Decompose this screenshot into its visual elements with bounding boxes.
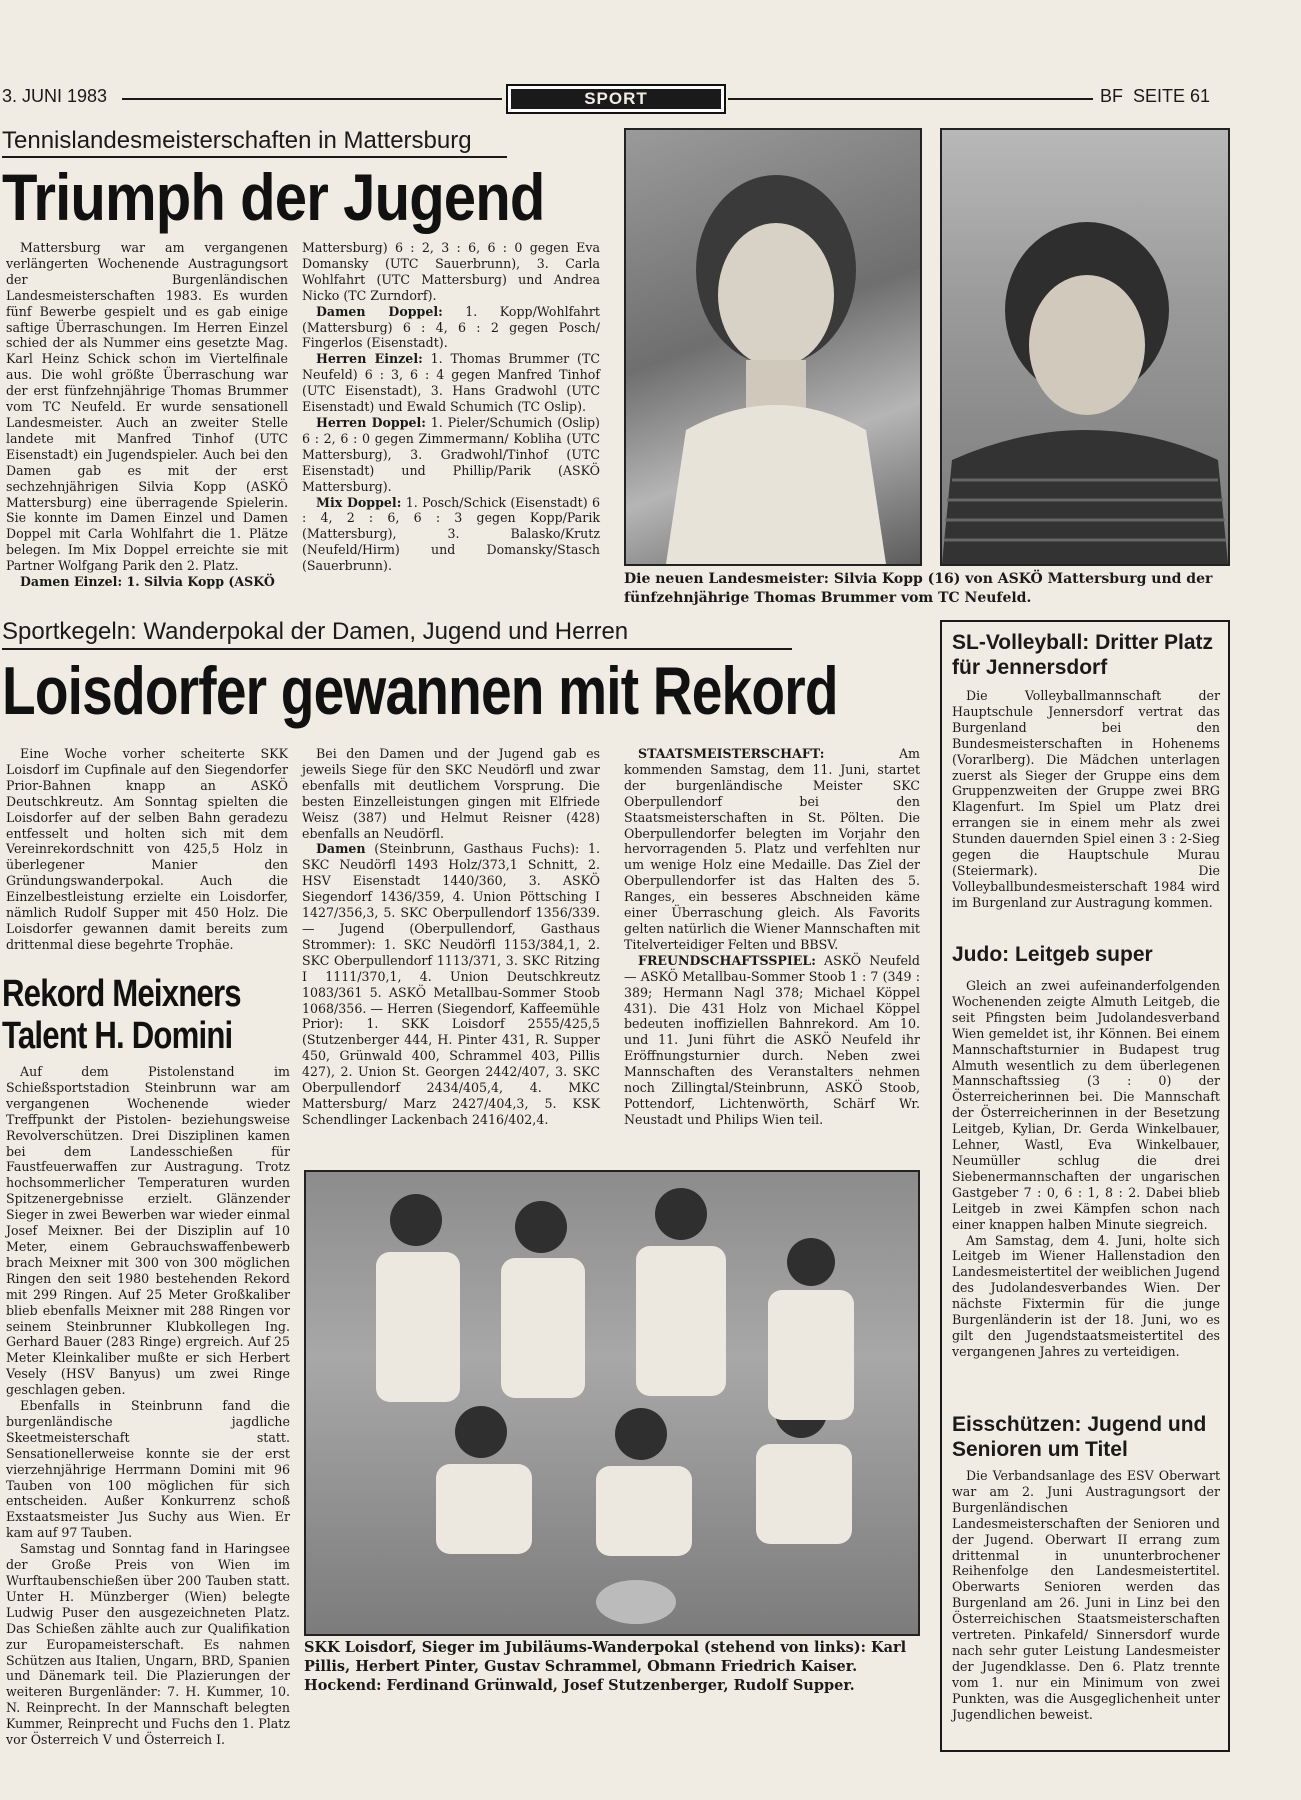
result-text: 1. Pieler/Schumich (Oslip) 6 : 2, 6 : 0 gegen Zimmermann/ Kobliha (UTC Mattersburg), 3. Gradwohl/Tinhof (UTC Eisenstadt) und Phillip/Parik (ASKÖ Mattersburg). bbox=[302, 414, 600, 494]
tennis-column-2 bbox=[302, 240, 600, 574]
sidebar-box bbox=[940, 620, 1230, 1752]
portrait-illustration bbox=[626, 130, 920, 564]
judo-text bbox=[952, 978, 1220, 1360]
schiessen-paragraph: Samstag und Sonntag fand in Haringsee der Große Preis von Wien im Wurftaubenschießen über 200 Tauben statt. Unter H. Münzberger (Wien) belegte Ludwig Puser den ausgezeichneten Platz. Das Schießen zählte auch zur Qualifikation zur Europameisterschaft. Es nahmen Schützen aus Italien, Ungarn, BRD, Spanien und Dänemark teil. Die Plazierungen der weiteren Burgenländer: 7. H. Kummer, 10. N. Reinprecht. In der Mannschaft belegten Kummer, Reinprecht und Fuchs den 1. Platz vor Österreich V und Österreich I. bbox=[6, 1541, 290, 1748]
volleyball-paragraph: Die Volleyballmannschaft der Hauptschule Jennersdorf vertrat das Burgenland bei den Bundesmeisterschaften in Hohenems (Vorarlberg). Die Mädchen unterlagen zuerst als Sieger der Gruppe eins dem Gruppenzweiten der Gruppe zwei BRG Klagenfurt. Im Spiel um Platz drei errangen sie in einem mehr als zwei Stunden dauernden Spiel einen 3 : 2-Sieg gegen die Hauptschule Murau (Steiermark). Die Volleyballbundesmeisterschaft 1984 wird im Burgenland zur Austragung kommen. bbox=[952, 688, 1220, 910]
result-text: (Steinbrunn, Gasthaus Fuchs): 1. SKC Neudörfl 1493 Holz/373,1 Schnitt, 2. HSV Eisenstadt 1440/360, 3. ASKÖ Siegendorf 1436/359, 4. Union Pöttsching I 1427/356,3, 5. SKC Oberpullendorf 1356/339. — Jugend (Oberpullendorf, Gasthaus Strommer): 1. SKC Neudörfl 1153/384,1, 2. SKC Oberpullendorf 1113/371, 3. SKC Ritzing I 1111/370,1, 4. Union Deutschkreutz 1083/361 5. ASKÖ Metallbau-Sommer Stoob 1068/356. — Herren (Siegendorf, Kaffeemühle Prior): 1. SKK Loisdorf 2555/425,5 (Stutzenberger 444, H. Pinter 431, R. Supper 450, Grünwald 400, Schrammel 403, Pillis 427), 2. Union St. Georgen 2442/407, 3. SKC Oberpullendorf 2434/405,4, 4. MKC Mattersburg/ Marz 2427/404,3, 5. KSK Schendlinger Lackenbach 2416/402,4. bbox=[302, 841, 600, 1127]
kegeln-column-3 bbox=[624, 746, 920, 1128]
photo-thomas-brummer bbox=[940, 128, 1230, 566]
tennis-kicker: Tennislandesmeisterschaften in Mattersburg bbox=[2, 127, 472, 154]
tennis-column-1 bbox=[6, 240, 288, 590]
judo-paragraph: Am Samstag, dem 4. Juni, holte sich Leitgeb im Wiener Hallenstadion den Landesmeistertitel der weiblichen Jugend des Judolandesverbandes Wien. Der nächste Fixtermin für die junge Burgenländerin ist der 18. Juni, wo es gilt den Jugendstaatsmeistertitel des vergangenen Jahres zu verteidigen. bbox=[952, 1232, 1220, 1359]
kegeln-headline: Loisdorfer gewannen mit Rekord bbox=[2, 653, 838, 729]
tennis-paragraph: Mattersburg war am vergangenen verlängerten Wochenende Austragungsort der Burgenländischen Landesmeisterschaften 1983. Es wurden fünf Bewerbe gespielt und es gab einige saftige Überraschungen. Im Herren Einzel schied der als Nummer eins gesetzte Mag. Karl Heinz Schick schon im Viertelfinale aus. Die wohl größte Überraschung war der erst fünfzehnjährige Thomas Brummer vom TC Neufeld. Er wurde sensationell Landesmeister. Auch an zweiter Stelle landete mit Manfred Tinhof (UTC Eisenstadt) ein Jugendspieler. Auch bei den Damen gab es mit der erst sechzehnjährigen Silvia Kopp (ASKÖ Mattersburg) eine überragende Spielerin. Sie konnte im Damen Einzel und Damen Doppel mit Carla Wohlfahrt die 1. Plätze belegen. Im Mix Doppel erreichte sie mit Partner Wolfgang Parik den 2. Platz. bbox=[6, 240, 288, 574]
schiessen-headline-1: Rekord Meixners bbox=[2, 973, 241, 1015]
tennis-headline: Triumph der Jugend bbox=[2, 160, 545, 234]
section-text: Am kommenden Samstag, dem 11. Juni, startet der burgenländische Meister SKC Oberpullendorf bei den Staatsmeisterschaften in St. Pölten. Die Oberpullendorfer belegten im Vorjahr den hervorragenden 5. Platz und verfehlten nur um wenige Holz eine Medaille. Das Ziel der Oberpullendorfer ist das Halten des 5. Ranges, ein besseres Abschneiden käme einer Überraschung gleich. Als Favorits gelten natürlich die Wiener Mannschaften mit Titelverteidiger Felten und BBSV. bbox=[624, 746, 920, 952]
result-label: Damen bbox=[316, 841, 366, 857]
result-text: 1. Kopp/Wohlfahrt (Mattersburg) 6 : 4, 6 : 2 gegen Posch/ Fingerlos (Eisenstadt). bbox=[302, 303, 600, 351]
result-label: Herren Einzel: bbox=[316, 351, 423, 367]
issue-date: 3. JUNI 1983 bbox=[2, 86, 108, 106]
volleyball-text bbox=[952, 688, 1220, 911]
kegeln-column-1 bbox=[6, 746, 288, 953]
section-label bbox=[506, 84, 726, 114]
result-text: 1. Thomas Brummer (TC Neufeld) 6 : 3, 6 : 4 gegen Manfred Tinhof (UTC Eisenstadt), 3. Hans Gradwohl (UTC Eisenstadt) und Ewald Schumich (TC Oslip). bbox=[302, 351, 600, 415]
schiessen-headline-2: Talent H. Domini bbox=[2, 1015, 233, 1057]
tennis-col2-intro: Mattersburg) 6 : 2, 3 : 6, 6 : 0 gegen Eva Domansky (UTC Sauerbrunn), 3. Carla Wohlfahrt (UTC Mattersburg) und Andrea Nicko (TC Zurndorf). bbox=[302, 240, 600, 303]
page-number: BF SEITE 61 bbox=[1100, 86, 1211, 106]
judo-heading: Judo: Leitgeb super bbox=[952, 943, 1153, 966]
tennis-damen-einzel: Damen Einzel: 1. Silvia Kopp (ASKÖ bbox=[20, 574, 275, 590]
schiessen-column bbox=[6, 1064, 290, 1748]
kegeln-paragraph: Eine Woche vorher scheiterte SKK Loisdorf im Cupfinale auf den Siegendorfer Prior-Bahnen knapp an ASKÖ Deutschkreutz. Am Sonntag spielten die Loisdorfer auf der selben Bahn geradezu entfesselt und holten sich mit dem Vereinrekordschnitt von 425,5 Holz in überlegener Manier den Gründungswanderpokal. Auch die Einzelbestleistung erzielte ein Loisdorfer, nämlich Rudolf Supper mit 450 Holz. Die Loisdorfer gewannen damit bereits zum drittenmal diese begehrte Trophäe. bbox=[6, 746, 288, 952]
team-photo-caption: SKK Loisdorf, Sieger im Jubiläums-Wanderpokal (stehend von links): Karl Pillis, Herbert Pinter, Gustav Schrammel, Obmann Friedrich Kaiser. Hockend: Ferdinand Grünwald, Josef Stutzenberger, Rudolf Supper. bbox=[304, 1639, 907, 1694]
kegeln-column-2 bbox=[302, 746, 600, 1128]
eisschuetzen-text bbox=[952, 1468, 1220, 1723]
photo-silvia-kopp bbox=[624, 128, 922, 566]
section-label: STAATSMEISTERSCHAFT: bbox=[638, 746, 825, 761]
portrait-illustration bbox=[942, 130, 1228, 564]
volleyball-heading: SL-Volleyball: Dritter Platz für Jennersdorf bbox=[952, 631, 1213, 679]
judo-paragraph: Gleich an zwei aufeinanderfolgenden Wochenenden zeigte Almuth Leitgeb, die seit Pfingsten beim Judolandesverband Wien gemeldet ist, ihr Können. Bei einem Mannschaftsturnier in Budapest trug Almuth wesentlich zu dem überlegenen Mannschaftssieg (3 : 0) der Österreicherinnen bei. Die Mannschaft der Österreicherinnen in der Besetzung Leitgeb, Kylian, Dr. Gerda Winkelbauer, Lehner, Wastl, Eva Winkelbauer, Neumüller schlug die drei Siebenermannschaften der ungarischen Gastgeber 7 : 0, 6 : 1, 8 : 2. Dabei blieb Leitgeb in zwei Kämpfen schon nach einer knappen halben Minute siegreich. bbox=[952, 978, 1220, 1232]
result-text: 1. Posch/Schick (Eisenstadt) 6 : 4, 2 : 6, 6 : 3 gegen Kopp/Parik (Mattersburg), 3. Balasko/Krutz (Neufeld/Hirm) und Domansky/Stasch (Sauerbrunn). bbox=[302, 494, 600, 574]
result-label: Herren Doppel: bbox=[316, 414, 426, 430]
tennis-photo-caption: Die neuen Landesmeister: Silvia Kopp (16) von ASKÖ Mattersburg und der fünfzehnjährige Thomas Brummer vom TC Neufeld. bbox=[624, 571, 1213, 606]
kegeln-results-intro: Bei den Damen und der Jugend gab es jeweils Siege für den SKC Neudörfl und zwar ebenfalls mit deutlichem Vorsprung. Die besten Einzelleistungen gingen mit Elfriede Weisz (387) und Helmut Reisner (428) ebenfalls an Neudörfl. bbox=[302, 746, 600, 841]
schiessen-paragraph: Auf dem Pistolenstand im Schießsportstadion Steinbrunn war am vergangenen Wochenende wieder Treffpunkt der Pistolen- beziehungsweise Revolverschützen. Drei Disziplinen kamen bei dem Landesschießen für Faustfeuerwaffen zur Austragung. Trotz hochsommerlicher Temperaturen wurden Spitzenergebnisse erzielt. Glänzender Sieger in zwei Bewerben war wieder einmal Josef Meixner. Bei der Disziplin auf 10 Meter, einem Gebrauchswaffenbewerb brach Meixner mit 300 von 300 möglichen Ringen den seit 1980 bestehenden Rekord mit 299 Ringen. Auf 25 Meter Großkaliber blieb ebenfalls Meixner mit 288 Ringen vor seinem Steinbrunner Klubkollegen Ing. Gerhard Bauer (283 Ringe) ergreich. Auf 25 Meter Kleinkaliber mußte er sich Herbert Vesely (HSV Banyus) um zwei Ringe geschlagen geben. bbox=[6, 1064, 290, 1398]
team-photo-skk-loisdorf bbox=[304, 1170, 920, 1636]
section-text: ASKÖ Neufeld — ASKÖ Metallbau-Sommer Stoob 1 : 7 (349 : 389; Hermann Nagl 378; Michael Köppel 431). Die 431 Holz von Michael Köppel bedeuten inoffiziellen Bahnrekord. Am 10. und 11. Juni führt die ASKÖ Neufeld ihr Eröffnungsturnier durch. Neben zwei Mannschaften des Veranstalters nehmen noch Zillingtal/Steinbrunn, ASKÖ Stoob, Pottendorf, Lichtenwörth, Schärf Wr. Neustadt und Philips Wien teil. bbox=[624, 952, 920, 1127]
page-header bbox=[0, 84, 1240, 114]
eisschuetzen-heading: Eisschützen: Jugend und Senioren um Titel bbox=[952, 1413, 1207, 1461]
result-label: Mix Doppel: bbox=[316, 494, 402, 510]
section-title: SPORT bbox=[511, 89, 721, 109]
schiessen-paragraph: Ebenfalls in Steinbrunn fand die burgenländische jagdliche Skeetmeisterschaft statt. Sensationellerweise konnte sie der erst vierzehnjährige Herrmann Domini mit 96 Tauben von 100 möglichen für sich entscheiden. Außer Konkurrenz schoß Exstaatsmeister Jus Suchy aus Wien. Er kam auf 97 Tauben. bbox=[6, 1398, 290, 1541]
team-illustration bbox=[306, 1172, 918, 1634]
result-label: Damen Doppel: bbox=[316, 303, 443, 319]
section-label: FREUNDSCHAFTSSPIEL: bbox=[638, 952, 816, 968]
eisschuetzen-paragraph: Die Verbandsanlage des ESV Oberwart war am 2. Juni Austragungsort der Burgenländischen Landesmeisterschaften der Senioren und der Jugend. Oberwart II errang zum drittenmal in ununterbrochener Reihenfolge den Landesmeistertitel. Oberwarts Senioren werden das Burgenland am 26. Juni in Linz bei den Österreichischen Staatsmeisterschaften vertreten. Pinkafeld/ Sinnersdorf wurde nach sehr guter Leistung Landesmeister der Jugendklasse. Den 6. Platz trennte vom 1. nur ein Minimum von zwei Punkten, was die Ausgeglichenheit unter Jugendlichen beweist. bbox=[952, 1468, 1220, 1722]
kegeln-kicker: Sportkegeln: Wanderpokal der Damen, Jugend und Herren bbox=[2, 618, 629, 645]
